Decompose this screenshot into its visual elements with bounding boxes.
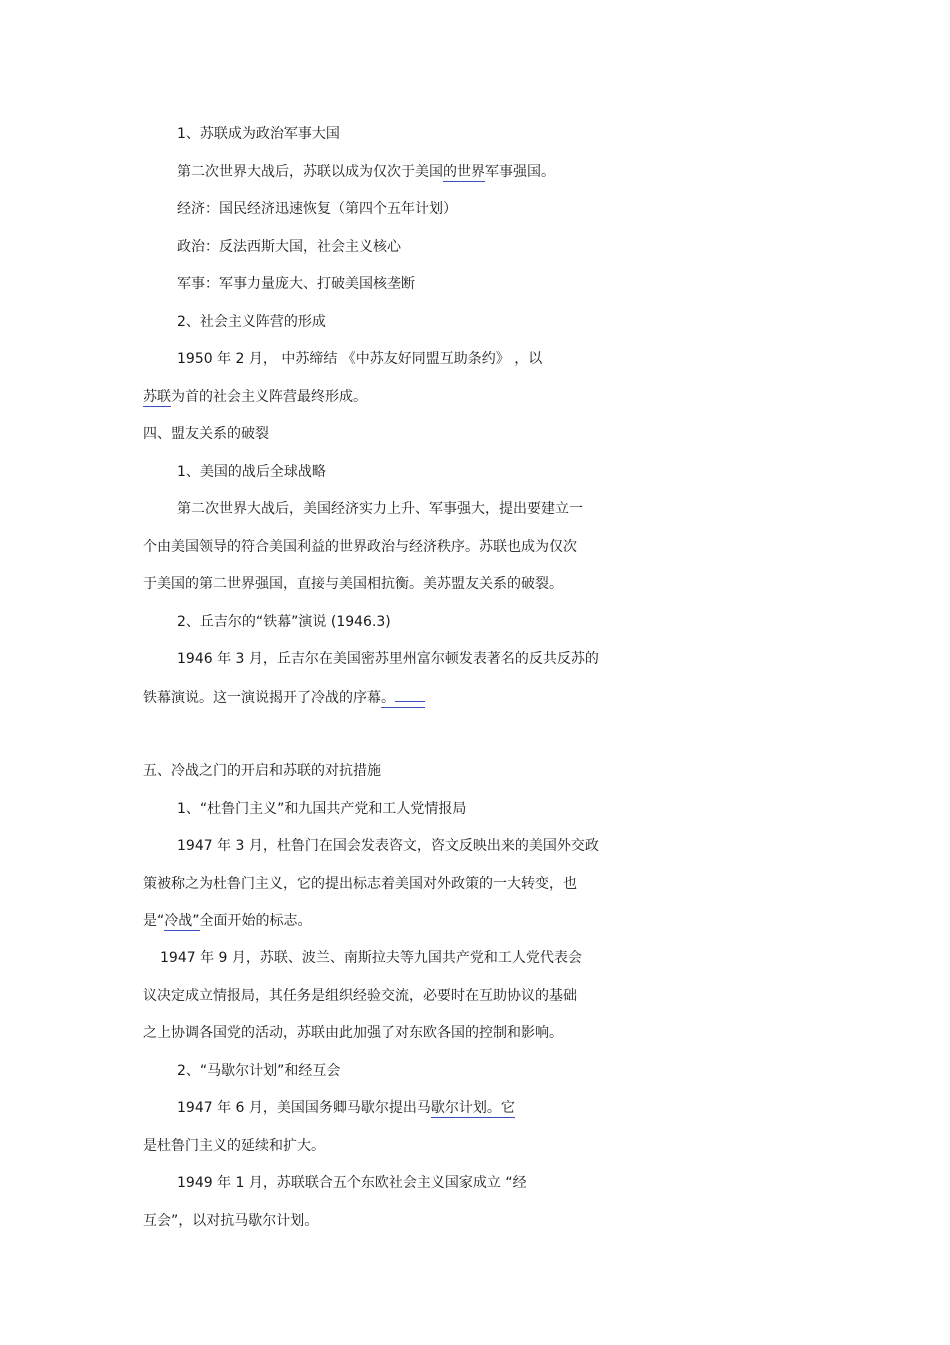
paragraph-line: 个由美国领导的符合美国利益的世界政治与经济秩序。苏联也成为仅次 (143, 539, 577, 555)
paragraph-line: 1949 年 1 月，苏联联合五个东欧社会主义国家成立 “经 (177, 1175, 527, 1191)
paragraph-line: 是杜鲁门主义的延续和扩大。 (143, 1138, 325, 1154)
section-heading-alliance-break: 四、盟友关系的破裂 (143, 426, 269, 442)
paragraph-line (177, 162, 555, 182)
paragraph-line: 第二次世界大战后，美国经济实力上升、军事强大，提出要建立一 (177, 501, 583, 517)
heading-marshall-plan: 2、“马歇尔计划”和经互会 (177, 1063, 341, 1079)
underlined-text: 歇尔计划。它 (430, 1100, 515, 1116)
heading-socialist-camp: 2、社会主义阵营的形成 (177, 314, 326, 330)
paragraph-line (143, 687, 425, 707)
text-span: 全面开始的标志。 (199, 913, 312, 929)
underline-blank (395, 687, 425, 702)
underlined-text (381, 690, 425, 708)
paragraph-line: 议决定成立情报局，其任务是组织经验交流，必要时在互助协议的基础 (143, 988, 577, 1004)
paragraph-line: 经济：国民经济迅速恢复（第四个五年计划） (177, 201, 457, 217)
paragraph-line: 1947 年 9 月，苏联、波兰、南斯拉夫等九国共产党和工人党代表会 (160, 950, 582, 966)
text-span: 军事强国。 (485, 164, 555, 180)
heading-truman-doctrine: 1、“杜鲁门主义”和九国共产党和工人党情报局 (177, 801, 467, 817)
paragraph-line (177, 1098, 515, 1118)
text-span: 为首的社会主义阵营最终形成。 (171, 389, 367, 405)
text-span: 铁幕演说。这一演说揭开了冷战的序幕 (143, 690, 381, 706)
paragraph-line: 军事：军事力量庞大、打破美国核垄断 (177, 276, 415, 292)
underlined-text: 的世界 (443, 164, 485, 180)
paragraph-line: 1947 年 3 月，杜鲁门在国会发表咨文，咨文反映出来的美国外交政 (177, 838, 599, 854)
text-span: 第二次世界大战后，苏联以成为仅次于美国 (177, 164, 443, 180)
heading-us-strategy: 1、美国的战后全球战略 (177, 464, 326, 480)
heading-iron-curtain: 2、丘吉尔的“铁幕”演说 (1946.3) (177, 614, 391, 630)
paragraph-line: 1946 年 3 月，丘吉尔在美国密苏里州富尔顿发表著名的反共反苏的 (177, 651, 599, 667)
paragraph-line: 之上协调各国党的活动，苏联由此加强了对东欧各国的控制和影响。 (143, 1025, 563, 1041)
paragraph-line: 于美国的第二世界强国，直接与美国相抗衡。美苏盟友关系的破裂。 (143, 576, 563, 592)
text-span: 1947 年 6 月，美国国务卿马歇尔提出马 (177, 1100, 431, 1116)
paragraph-line (143, 911, 312, 931)
underlined-text: 苏联 (143, 389, 171, 405)
paragraph-line (143, 387, 367, 407)
text-span: 是“ (143, 913, 165, 929)
paragraph-line: 互会”，以对抗马歇尔计划。 (143, 1213, 319, 1229)
text-span: 。 (381, 690, 395, 706)
section-heading-cold-war: 五、冷战之门的开启和苏联的对抗措施 (143, 763, 381, 779)
underlined-text: 冷战” (164, 913, 200, 929)
heading-ussr-power: 1、苏联成为政治军事大国 (177, 126, 340, 142)
paragraph-line: 1950 年 2 月， 中苏缔结 《中苏友好同盟互助条约》 ，以 (177, 351, 543, 367)
paragraph-line: 政治：反法西斯大国，社会主义核心 (177, 239, 401, 255)
paragraph-line: 策被称之为杜鲁门主义，它的提出标志着美国对外政策的一大转变，也 (143, 876, 577, 892)
